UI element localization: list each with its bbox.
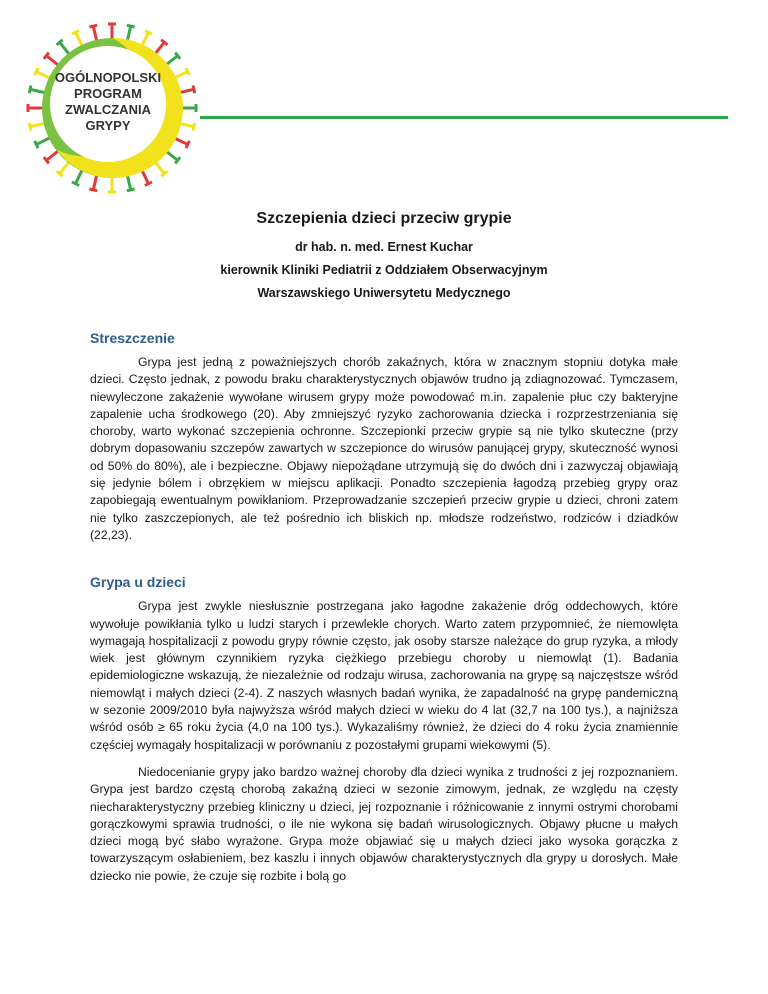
logo-spike	[127, 174, 131, 190]
logo-spike-cap	[29, 85, 31, 93]
logo-spike	[93, 26, 97, 42]
paragraph: Niedocenianie grypy jako bardzo ważnej choroby dla dzieci wynika z trudności z jej rozpoznaniem. Grypa jest bardzo częstą chorobą zakaźną dzieci w sezonie zimowym, jednak, ze względu na częsty niecharakterystyczny przebieg kliniczny u dzieci, jej rozpoznanie i różnicowanie z innymi ostrymi chorobami gorączkowymi sprawia trudności, o ile nie wykona się badań wirusologicznych. Objawy płucne u małych dzieci mogą być słabo wyrażone. Grypa może objawiać się u małych dzieci jako wysoka gorączka z towarzyszącym osłabieniem, bez kaszlu i innych objawów charakterystycznych dla grypy u dorosłych. Małe dziecko nie powie, że czuje się rozbite i bolą go	[90, 764, 678, 883]
logo-spike	[46, 150, 59, 160]
author: dr hab. n. med. Ernest Kuchar	[295, 240, 473, 254]
logo-spike	[76, 169, 83, 183]
logo-line-3: ZWALCZANIA	[65, 102, 151, 117]
virus-logo-graphic	[22, 18, 202, 198]
logo-line-1: OGÓLNOPOLSKI	[54, 70, 162, 85]
program-logo	[22, 18, 202, 198]
logo-spike	[60, 161, 70, 174]
logo-spike	[46, 56, 59, 66]
logo-spike-cap	[72, 31, 79, 34]
section-flu-in-children	[90, 574, 678, 885]
logo-spike-cap	[193, 123, 195, 131]
logo-spike-cap	[127, 189, 135, 191]
affiliation-line-2: Warszawskiego Uniwersytetu Medycznego	[257, 286, 511, 300]
header-divider	[200, 116, 728, 119]
section-abstract	[90, 330, 678, 544]
logo-spike	[30, 89, 46, 93]
affiliation-line-1: kierownik Kliniki Pediatrii z Oddziałem Obserwacyjnym	[220, 263, 548, 277]
logo-spike-cap	[193, 85, 195, 93]
logo-spike-cap	[72, 182, 79, 185]
logo-spike	[30, 123, 46, 127]
logo-spike	[36, 72, 50, 79]
section-heading: Grypa u dzieci	[90, 574, 186, 591]
document-title: Szczepienia dzieci przeciw grypie	[256, 210, 512, 227]
paragraph: Grypa jest jedną z poważniejszych chorób zakaźnych, która w znacznym stopniu dotyka małe dzieci. Często jednak, z powodu braku charakterystycznych objawów trudno ją zdiagnozować. Tymczasem, niewyleczone zakażenie wywołane wirusem grypy może powodować m.in. zapalenie płuc czy bakteryjne zapalenie ucha środkowego (20). Aby zmniejszyć ryzyko zachorowania dziecka i rozprzestrzeniania się choroby, warto wykonać szczepienia ochronne. Szczepionki przeciw grypie są nie tylko skuteczne (przy dobrym dopasowaniu szczepów zawartych w szczepionce do wirusów panującej grypy, skuteczność wynosi od 50% do 80%), ale i bezpieczne. Objawy niepożądane utrzymują się do dwóch dni i zazwyczaj objawiają się jedynie bólem i obrzękiem w miejscu aplikacji. Ponadto szczepienia łagodzą przebieg grypy oraz zapobiegają ewentualnym powikłaniom. Przeprowadzanie szczepień przeciw grypie u dzieci, chroni zatem nie tylko zaszczepionych, ale też pośrednio ich bliskich np. młodsze rodzeństwo, rodziców i dziadków (22,23).	[90, 355, 678, 542]
logo-spike-cap	[145, 182, 152, 185]
logo-spike-cap	[89, 189, 97, 191]
logo-spike-cap	[127, 25, 135, 27]
document-body	[90, 210, 678, 895]
logo-spike	[36, 138, 50, 145]
logo-spike-cap	[145, 31, 152, 34]
section-heading: Streszczenie	[90, 330, 175, 346]
paragraph: Grypa jest zwykle niesłusznie postrzegana jako łagodne zakażenie dróg oddechowych, które wywołuje powikłania tylko u ludzi starych i przewlekle chorych. Warto zatem przypomnieć, że niemowlęta wymagają hospitalizacji z powodu grypy równie często, jak osoby starsze należące do grup ryzyka, a młody wiek jest głównym czynnikiem ryzyka ciężkiego przebiegu choroby u niemowląt (1). Badania epidemiologiczne wskazują, że niezależnie od rodzaju wirusa, zachorowania na grypę są najczęstsze wśród niemowląt i małych dzieci (2-4). Z naszych własnych badań wynika, że zapadalność na grypę pandemiczną w sezonie 2009/2010 była najwyższa wśród małych dzieci w wieku do 4 lat (32,7 na 100 tys.), a najniższa wśród osób ≥ 65 roku życia (4,0 na 100 tys.). Wykazaliśmy również, że dzieci do 4 roku życia znamiennie częściej wymagały hospitalizacji w porównaniu z pozostałymi grupami wiekowymi (5).	[90, 599, 678, 752]
logo-spike-cap	[35, 68, 38, 75]
logo-spike-cap	[186, 68, 189, 75]
logo-spike-cap	[35, 141, 38, 148]
logo-spike-cap	[186, 141, 189, 148]
logo-spike	[76, 32, 83, 46]
logo-line-2: PROGRAM	[74, 86, 142, 101]
logo-spike	[127, 26, 131, 42]
logo-spike-cap	[89, 25, 97, 27]
logo-spike	[93, 174, 97, 190]
logo-line-4: GRYPY	[85, 118, 131, 133]
logo-spike-cap	[29, 123, 31, 131]
logo-spike	[60, 42, 70, 55]
